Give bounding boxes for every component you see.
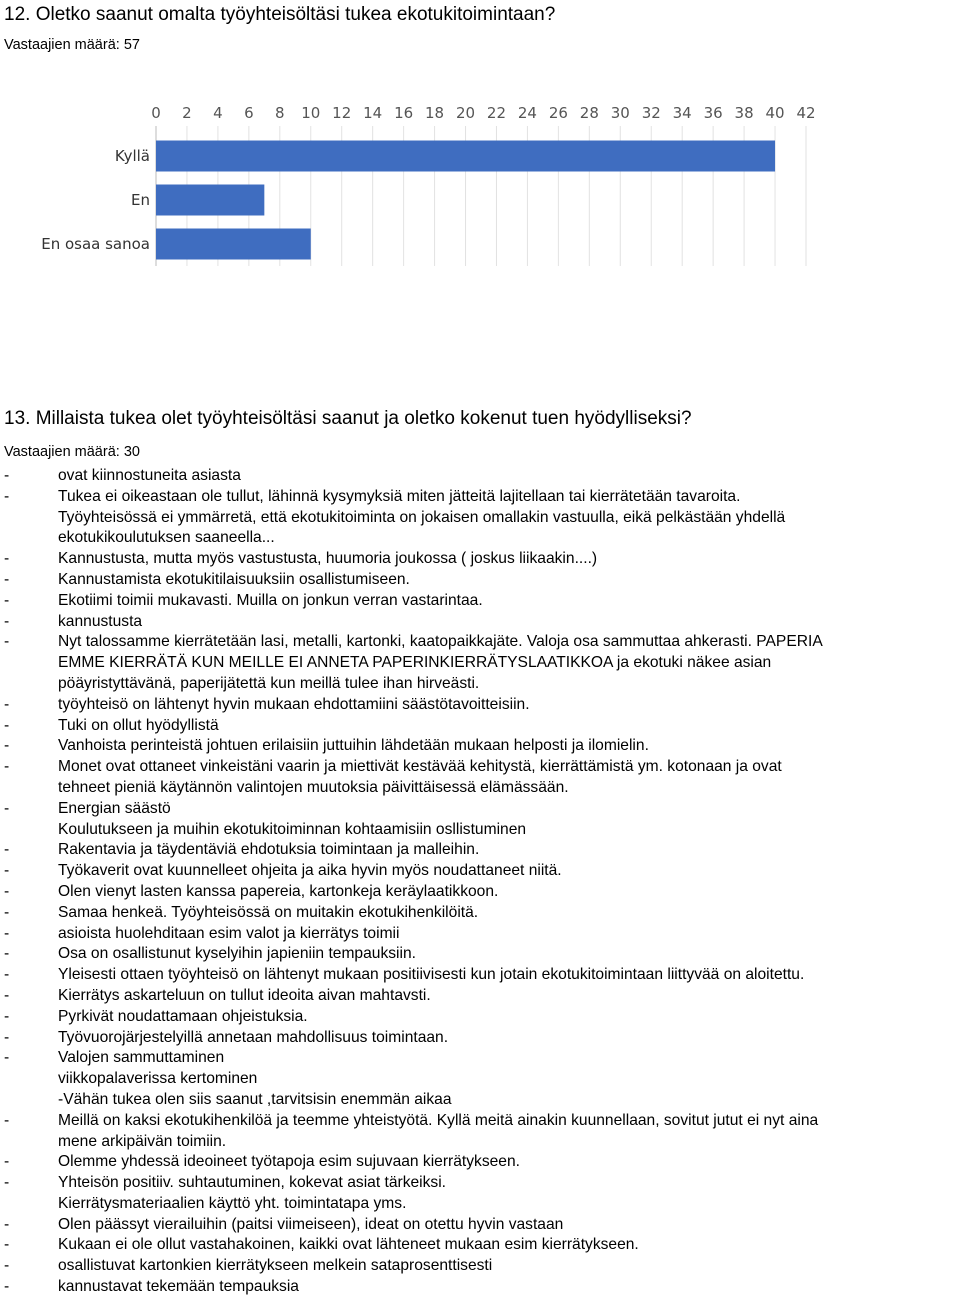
x-tick-label: 38 bbox=[734, 104, 754, 122]
answer-text bbox=[58, 924, 960, 945]
answer-line: Kierrätys askarteluun on tullut ideoita aivan mahtavsti. bbox=[58, 986, 431, 1004]
answer-item bbox=[4, 924, 960, 945]
answer-dash: - bbox=[4, 903, 10, 921]
answer-item bbox=[4, 1173, 960, 1215]
x-tick-label: 26 bbox=[548, 104, 568, 122]
question-13-title: 13. Millaista tukea olet työyhteisöltäsi saanut ja oletko kokenut tuen hyödylliseksi? bbox=[4, 408, 692, 429]
answer-dash: - bbox=[4, 841, 10, 859]
answer-text bbox=[58, 716, 960, 737]
answer-text bbox=[58, 1256, 960, 1277]
x-tick-label: 22 bbox=[486, 104, 507, 122]
answer-text bbox=[58, 799, 960, 841]
answer-dash: - bbox=[4, 487, 10, 505]
answer-item bbox=[4, 1152, 960, 1173]
x-tick-label: 32 bbox=[641, 104, 661, 122]
question-12-title: 12. Oletko saanut omalta työyhteisöltäsi tukea ekotukitoimintaan? bbox=[4, 4, 556, 25]
answer-dash: - bbox=[4, 1111, 10, 1129]
answer-item bbox=[4, 591, 960, 612]
answer-dash: - bbox=[4, 924, 10, 942]
answer-item bbox=[4, 1235, 960, 1256]
x-tick-label: 6 bbox=[244, 104, 254, 122]
answer-item bbox=[4, 570, 960, 591]
answer-line: -Vähän tukea olen siis saanut ,tarvitsisin enemmän aikaa bbox=[58, 1090, 452, 1108]
answer-item bbox=[4, 1048, 960, 1110]
answer-text bbox=[58, 944, 960, 965]
answer-line: tehneet pieniä käytännön valintojen muutoksia päivittäisessä elämässään. bbox=[58, 778, 569, 796]
x-tick-label: 16 bbox=[394, 104, 414, 122]
answer-dash: - bbox=[4, 1007, 10, 1025]
x-tick-label: 14 bbox=[363, 104, 383, 122]
answer-line: Kukaan ei ole ollut vastahakoinen, kaikki ovat lähteneet mukaan esim kierrätykseen. bbox=[58, 1236, 639, 1254]
answer-line: Energian säästö bbox=[58, 799, 171, 817]
answer-text bbox=[58, 882, 960, 903]
x-tick-label: 40 bbox=[765, 104, 785, 122]
answer-list bbox=[4, 466, 960, 1298]
answer-item bbox=[4, 1277, 960, 1298]
answer-line: Vanhoista perinteistä johtuen erilaisiin juttuihin lähdetään mukaan helposti ja ilomielin. bbox=[58, 737, 649, 755]
answer-line: työyhteisö on lähtenyt hyvin mukaan ehdottamiini säästötavoitteisiin. bbox=[58, 695, 530, 713]
answer-item bbox=[4, 757, 960, 799]
answer-dash: - bbox=[4, 467, 10, 484]
answer-text bbox=[58, 965, 960, 986]
answer-item bbox=[4, 799, 960, 841]
answer-dash: - bbox=[4, 1236, 10, 1254]
answer-item bbox=[4, 549, 960, 570]
answer-line: kannustavat tekemään tempauksia bbox=[58, 1278, 299, 1296]
answer-line: EMME KIERRÄTÄ KUN MEILLE EI ANNETA PAPERINKIERRÄTYSLAATIKKOA ja ekotuki näkee asian bbox=[58, 654, 772, 672]
answer-text bbox=[58, 487, 960, 549]
answer-dash: - bbox=[4, 1257, 10, 1275]
answer-dash: - bbox=[4, 799, 10, 817]
answer-line: Tukea ei oikeastaan ole tullut, lähinnä kysymyksiä miten jätteitä lajitellaan tai kierrätetään tavaroita. bbox=[58, 487, 741, 505]
x-tick-label: 12 bbox=[332, 104, 352, 122]
answer-line: Valojen sammuttaminen bbox=[58, 1049, 225, 1067]
answer-line: ekotukikoulutuksen saaneella... bbox=[58, 529, 275, 547]
answer-dash: - bbox=[4, 1153, 10, 1171]
answer-line: mene arkipäivän toimiin. bbox=[58, 1132, 227, 1150]
answer-dash: - bbox=[4, 591, 10, 609]
answer-text bbox=[58, 1028, 960, 1049]
x-tick-label: 4 bbox=[213, 104, 223, 122]
x-tick-label: 36 bbox=[703, 104, 723, 122]
x-tick-label: 20 bbox=[455, 104, 476, 122]
bar-chart bbox=[0, 96, 840, 286]
answer-dash: - bbox=[4, 633, 10, 651]
answer-text bbox=[58, 570, 960, 591]
answer-dash: - bbox=[4, 1049, 10, 1067]
answer-dash: - bbox=[4, 1028, 10, 1046]
answer-item bbox=[4, 1215, 960, 1236]
answer-line: Pyrkivät noudattamaan ohjeistuksia. bbox=[58, 1007, 308, 1025]
answer-dash: - bbox=[4, 695, 10, 713]
answer-text bbox=[58, 549, 960, 570]
x-tick-label: 18 bbox=[425, 104, 445, 122]
answer-line: Kannustusta, mutta myös vastustusta, huumoria joukossa ( joskus liikaakin....) bbox=[58, 550, 598, 568]
category-label: Kyllä bbox=[114, 147, 150, 165]
answer-text bbox=[58, 591, 960, 612]
answer-text bbox=[58, 861, 960, 882]
answer-line: Olen vienyt lasten kanssa papereia, kartonkeja keräylaatikkoon. bbox=[58, 882, 499, 900]
answer-item bbox=[4, 1256, 960, 1277]
answer-item bbox=[4, 882, 960, 903]
answer-line: Rakentavia ja täydentäviä ehdotuksia toimintaan ja malleihin. bbox=[58, 841, 480, 859]
bar bbox=[156, 185, 264, 216]
question-13-respondent-count: Vastaajien määrä: 30 bbox=[4, 444, 140, 460]
answer-text bbox=[58, 1152, 960, 1173]
x-tick-label: 34 bbox=[672, 104, 692, 122]
answer-item bbox=[4, 487, 960, 549]
answer-dash: - bbox=[4, 716, 10, 734]
answer-text bbox=[58, 1173, 960, 1215]
answer-line: Osa on osallistunut kyselyihin japieniin tempauksiin. bbox=[58, 945, 416, 963]
x-tick-label: 30 bbox=[610, 104, 630, 122]
answer-text bbox=[58, 1215, 960, 1236]
answer-line: Kannustamista ekotukitilaisuuksiin osallistumiseen. bbox=[58, 570, 410, 588]
answer-item bbox=[4, 986, 960, 1007]
answer-text bbox=[58, 1111, 960, 1153]
answer-dash: - bbox=[4, 550, 10, 568]
answer-text bbox=[58, 695, 960, 716]
answer-item bbox=[4, 965, 960, 986]
answer-line: Monet ovat ottaneet vinkeistäni vaarin ja miettivät kestävää kehitystä, kierrättämistä ym. kotonaan ja ovat bbox=[58, 758, 782, 776]
answer-line: Tuki on ollut hyödyllistä bbox=[58, 716, 219, 734]
answer-dash: - bbox=[4, 612, 10, 630]
answer-line: Työyhteisössä ei ymmärretä, että ekotukitoiminta on jokaisen omallakin vastuulla, eikä pelkästään yhdellä bbox=[58, 508, 786, 526]
x-tick-label: 0 bbox=[151, 104, 161, 122]
answer-dash: - bbox=[4, 1174, 10, 1192]
answer-dash: - bbox=[4, 758, 10, 776]
answer-item bbox=[4, 632, 960, 694]
answer-dash: - bbox=[4, 862, 10, 880]
answer-line: Työvuorojärjestelyillä annetaan mahdollisuus toimintaan. bbox=[58, 1028, 449, 1046]
answer-text bbox=[58, 1048, 960, 1110]
x-tick-label: 42 bbox=[796, 104, 816, 122]
answer-text bbox=[58, 986, 960, 1007]
answer-line: Samaa henkeä. Työyhteisössä on muitakin ekotukihenkilöitä. bbox=[58, 903, 479, 921]
answer-text bbox=[58, 1277, 960, 1298]
answer-text bbox=[58, 840, 960, 861]
answer-dash: - bbox=[4, 1278, 10, 1296]
answer-line: Ekotiimi toimii mukavasti. Muilla on jonkun verran vastarintaa. bbox=[58, 591, 483, 609]
answer-line: kannustusta bbox=[58, 612, 143, 630]
answer-line: viikkopalaverissa kertominen bbox=[58, 1070, 258, 1088]
answer-item bbox=[4, 466, 960, 487]
answer-text bbox=[58, 1235, 960, 1256]
answer-line: Nyt talossamme kierrätetään lasi, metalli, kartonki, kaatopaikkajäte. Valoja osa sammuttaa ahkerasti. PAPERIA bbox=[58, 633, 823, 651]
answer-line: Työkaverit ovat kuunnelleet ohjeita ja aika hyvin myös noudattaneet niitä. bbox=[58, 862, 562, 880]
bar bbox=[156, 141, 775, 172]
answer-item bbox=[4, 612, 960, 633]
answer-line: asioista huolehditaan esim valot ja kierrätys toimii bbox=[58, 924, 400, 942]
answer-line: Olen päässyt vierailuihin (paitsi viimeiseen), ideat on otettu hyvin vastaan bbox=[58, 1215, 564, 1233]
answer-text bbox=[58, 466, 960, 487]
answer-dash: - bbox=[4, 882, 10, 900]
answer-text bbox=[58, 612, 960, 633]
answer-line: Koulutukseen ja muihin ekotukitoiminnan kohtaamisiin osllistuminen bbox=[58, 820, 527, 838]
answer-text bbox=[58, 903, 960, 924]
answer-item bbox=[4, 944, 960, 965]
answer-dash: - bbox=[4, 986, 10, 1004]
answer-line: Kierrätysmateriaalien käyttö yht. toimintatapa yms. bbox=[58, 1194, 407, 1212]
answer-text bbox=[58, 632, 960, 694]
answer-line: Yhteisön positiiv. suhtautuminen, kokevat asiat tärkeiksi. bbox=[58, 1174, 447, 1192]
answer-line: Olemme yhdessä ideoineet työtapoja esim sujuvaan kierrätykseen. bbox=[58, 1153, 520, 1171]
x-tick-label: 28 bbox=[579, 104, 599, 122]
answer-item bbox=[4, 716, 960, 737]
answer-item bbox=[4, 736, 960, 757]
answer-dash: - bbox=[4, 570, 10, 588]
answer-text bbox=[58, 736, 960, 757]
answer-item bbox=[4, 1028, 960, 1049]
answer-dash: - bbox=[4, 737, 10, 755]
question-12-respondent-count: Vastaajien määrä: 57 bbox=[4, 37, 140, 53]
x-tick-label: 10 bbox=[301, 104, 321, 122]
x-tick-label: 8 bbox=[275, 104, 285, 122]
bar bbox=[156, 229, 311, 260]
category-label: En bbox=[131, 191, 150, 209]
answer-line: pöäyristyttävänä, paperijätettä kun meillä tulee ihan hirveästi. bbox=[58, 674, 480, 692]
answer-item bbox=[4, 840, 960, 861]
answer-line: Meillä on kaksi ekotukihenkilöä ja teemme yhteistyötä. Kyllä meitä ainakin kuunnellaan, sovitut jutut ei nyt aina bbox=[58, 1111, 819, 1129]
x-tick-label: 2 bbox=[182, 104, 192, 122]
answer-line: Yleisesti ottaen työyhteisö on lähtenyt mukaan positiivisesti kun jotain ekotukitoimintaan liittyvää on aloitettu. bbox=[58, 966, 805, 984]
answer-dash: - bbox=[4, 945, 10, 963]
answer-dash: - bbox=[4, 966, 10, 984]
answer-item bbox=[4, 1007, 960, 1028]
x-tick-label: 24 bbox=[517, 104, 537, 122]
answer-item bbox=[4, 695, 960, 716]
answer-item bbox=[4, 903, 960, 924]
answer-text bbox=[58, 1007, 960, 1028]
answer-item bbox=[4, 1111, 960, 1153]
answer-dash: - bbox=[4, 1215, 10, 1233]
answer-line: osallistuvat kartonkien kierrätykseen melkein sataprosenttisesti bbox=[58, 1257, 493, 1275]
answer-line: ovat kiinnostuneita asiasta bbox=[58, 467, 241, 484]
answer-item bbox=[4, 861, 960, 882]
category-label: En osaa sanoa bbox=[41, 235, 150, 253]
answer-text bbox=[58, 757, 960, 799]
